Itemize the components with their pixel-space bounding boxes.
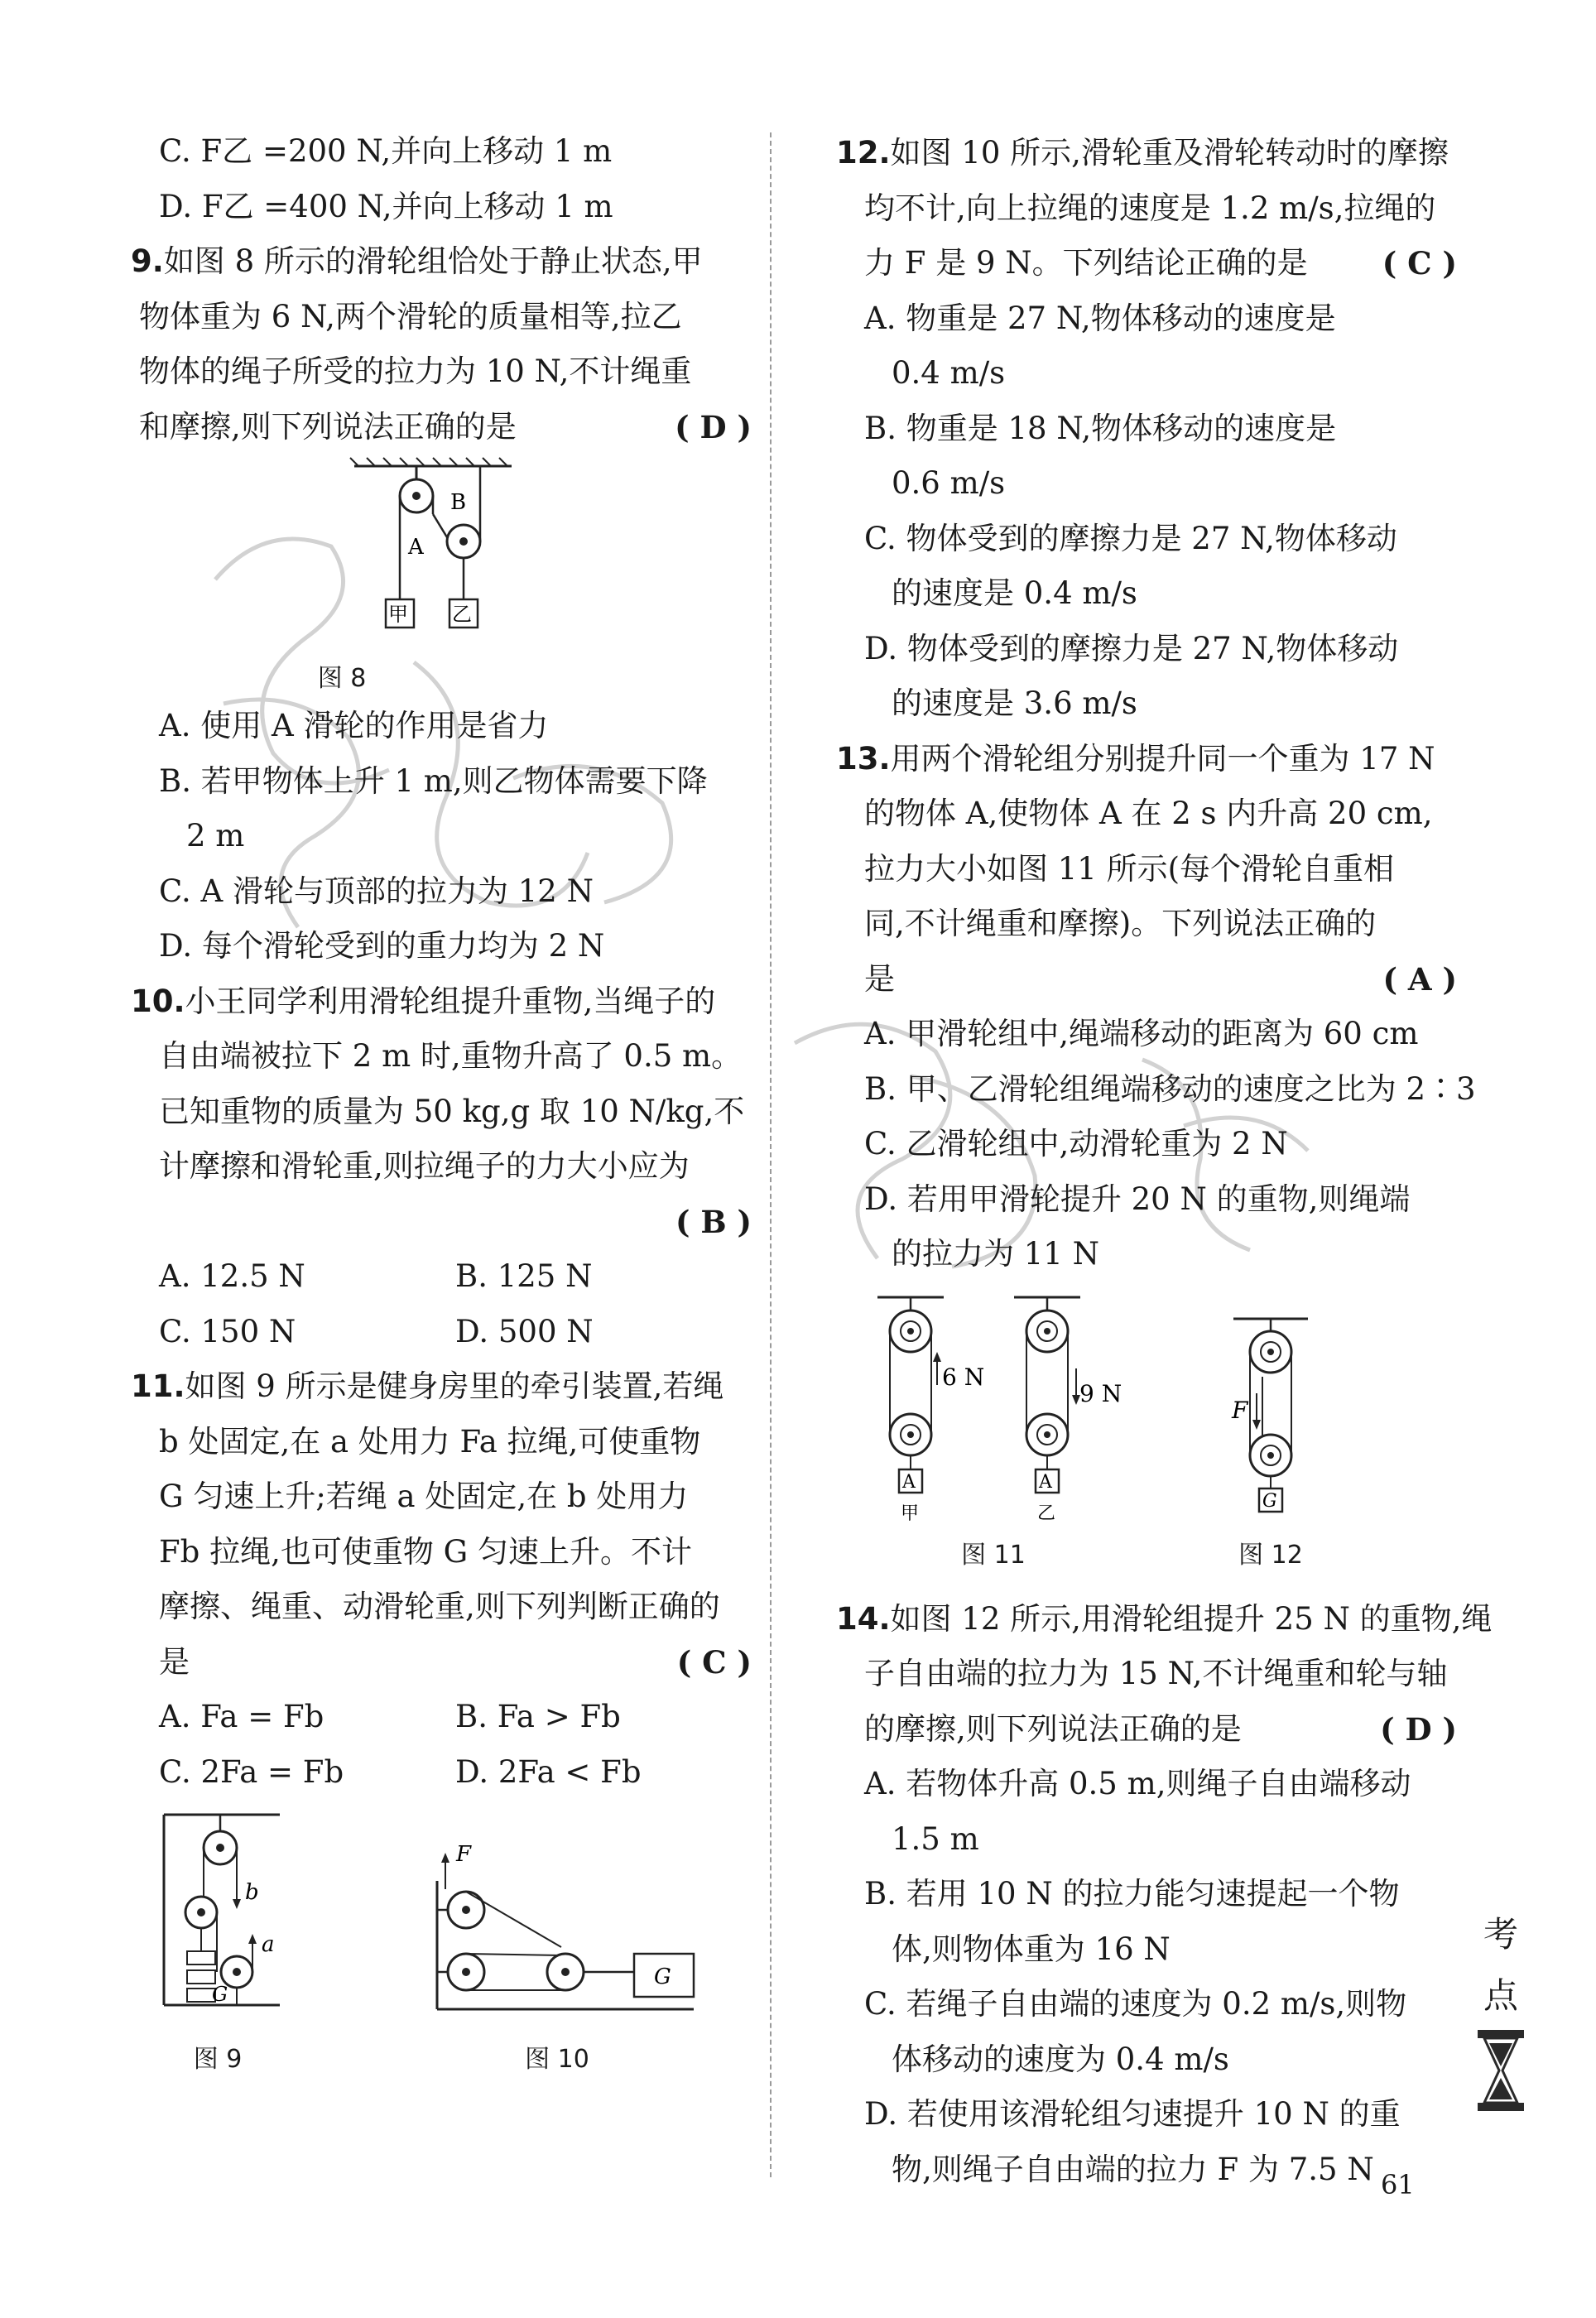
q10-stem-3: 已知重物的质量为 50 kg,g 取 10 N/kg,不	[159, 1093, 745, 1129]
figures-11-12	[844, 1286, 1457, 1592]
page-number: 61	[1381, 2169, 1415, 2200]
q11-stem-1: 如图 9 所示是健身房里的牵引装置,若绳	[185, 1368, 724, 1404]
q13-option-a: A. 甲滑轮组中,绳端移动的距离为 60 cm	[864, 1016, 1419, 1051]
q11-answer: ( C )	[676, 1643, 752, 1681]
q9-stem-2: 物体重为 6 N,两个滑轮的质量相等,拉乙	[139, 298, 682, 334]
q10-stem-4: 计摩擦和滑轮重,则拉绳子的力大小应为	[159, 1148, 690, 1184]
q13-option-d: D. 若用甲滑轮提升 20 N 的重物,则绳端	[864, 1181, 1411, 1217]
q13-stem-1: 用两个滑轮组分别提升同一个重为 17 N	[890, 740, 1435, 777]
q11-option-a: A. Fa = Fb	[159, 1699, 324, 1734]
q12-stem-2: 均不计,向上拉绳的速度是 1.2 m/s,拉绳的	[864, 190, 1436, 226]
q10-answer: ( B )	[675, 1203, 752, 1240]
q13-stem-2: 的物体 A,使物体 A 在 2 s 内升高 20 cm,	[864, 796, 1433, 831]
q11-option-c: C. 2Fa = Fb	[159, 1753, 344, 1790]
q11-stem-6: 是	[159, 1643, 190, 1680]
q9-option-b: B. 若甲物体上升 1 m,则乙物体需要下降	[159, 762, 708, 799]
fig11-label-jia: 甲	[901, 1503, 920, 1524]
q8-option-c: C. F乙 =200 N,并向上移动 1 m	[159, 133, 613, 169]
q13-option-c: C. 乙滑轮组中,动滑轮重为 2 N	[864, 1126, 1288, 1161]
q13-number: 13.	[836, 740, 891, 777]
fig11-label-a2: A	[1039, 1471, 1052, 1493]
q14-option-d: D. 若使用该滑轮组匀速提升 10 N 的重	[864, 2096, 1401, 2132]
q13-option-b: B. 甲、乙滑轮组绳端移动的速度之比为 2∶3	[864, 1070, 1476, 1107]
figure-12-caption: 图 12	[1238, 1540, 1303, 1570]
q12-option-b-cont: 0.6 m/s	[892, 465, 1006, 501]
q14-stem-3: 的摩擦,则下列说法正确的是	[864, 1710, 1242, 1747]
q9-option-a: A. 使用 A 滑轮的作用是省力	[159, 708, 549, 743]
q9-stem-3: 物体的绳子所受的拉力为 10 N,不计绳重	[139, 353, 692, 389]
column-divider	[770, 132, 772, 2177]
q10-option-a: A. 12.5 N	[159, 1258, 305, 1294]
left-column	[131, 124, 752, 2080]
q12-number: 12.	[836, 135, 891, 171]
q12-option-c-cont: 的速度是 0.4 m/s	[892, 575, 1137, 611]
q14-option-c-cont: 体移动的速度为 0.4 m/s	[892, 2041, 1229, 2077]
q13-stem-5: 是	[864, 960, 895, 997]
figure-8-diagram	[139, 454, 752, 653]
fig8-label-b: B	[450, 490, 467, 515]
fig10-label-f: F	[456, 1842, 472, 1867]
sidebar-char-1: 考	[1483, 1914, 1518, 1955]
q12-option-d-cont: 的速度是 3.6 m/s	[892, 685, 1137, 721]
q14-option-a: A. 若物体升高 0.5 m,则绳子自由端移动	[864, 1766, 1411, 1801]
sidebar-char-2: 点	[1483, 1975, 1518, 2016]
q13-option-d-cont: 的拉力为 11 N	[892, 1236, 1099, 1272]
q11-option-b: B. Fa > Fb	[455, 1699, 621, 1734]
q9-option-b-cont: 2 m	[186, 818, 245, 854]
q12-option-a: A. 物重是 27 N,物体移动的速度是	[864, 300, 1336, 336]
q11-stem-3: G 匀速上升;若绳 a 处固定,在 b 处用力	[159, 1479, 689, 1514]
q9-answer: ( D )	[675, 408, 752, 445]
q11-stem-5: 摩擦、绳重、动滑轮重,则下列判断正确的	[159, 1589, 720, 1624]
q11-stem-4: Fb 拉绳,也可使重物 G 匀速上升。不计	[159, 1533, 692, 1570]
figure-8-caption: 图 8	[317, 664, 367, 693]
fig11-label-yi: 乙	[1037, 1503, 1056, 1524]
q10-stem-2: 自由端被拉下 2 m 时,重物升高了 0.5 m。	[159, 1038, 743, 1074]
fig8-label-jia: 甲	[388, 603, 408, 626]
q14-option-d-cont: 物,则绳子自由端的拉力 F 为 7.5 N	[892, 2151, 1374, 2187]
fig10-label-g: G	[654, 1965, 671, 1989]
q14-option-a-cont: 1.5 m	[892, 1820, 979, 1857]
figure-10-caption: 图 10	[525, 2045, 589, 2074]
q8-option-d: D. F乙 =400 N,并向上移动 1 m	[159, 188, 613, 224]
q9-stem-1: 如图 8 所示的滑轮组恰处于静止状态,甲	[163, 243, 703, 279]
fig9-label-b: b	[245, 1880, 259, 1905]
q14-stem-2: 子自由端的拉力为 15 N,不计绳重和轮与轴	[864, 1656, 1448, 1691]
fig8-label-a: A	[408, 535, 424, 560]
q14-number: 14.	[836, 1600, 891, 1637]
q14-stem-1: 如图 12 所示,用滑轮组提升 25 N 的重物,绳	[890, 1600, 1493, 1637]
fig11-label-9n: 9 N	[1079, 1379, 1122, 1407]
figure-11-caption: 图 11	[961, 1540, 1026, 1570]
q14-option-c: C. 若绳子自由端的速度为 0.2 m/s,则物	[864, 1986, 1407, 2022]
q13-stem-4: 同,不计绳重和摩擦)。下列说法正确的	[864, 906, 1377, 941]
fig9-label-g: G	[212, 1983, 228, 2006]
q12-option-a-cont: 0.4 m/s	[892, 355, 1006, 391]
figure-9-caption: 图 9	[193, 2045, 243, 2074]
q12-option-c: C. 物体受到的摩擦力是 27 N,物体移动	[864, 520, 1397, 556]
fig11-label-6n: 6 N	[942, 1363, 985, 1391]
fig8-label-yi: 乙	[452, 603, 472, 626]
q14-option-b: B. 若用 10 N 的拉力能匀速提起一个物	[864, 1876, 1400, 1912]
q12-option-b: B. 物重是 18 N,物体移动的速度是	[864, 410, 1337, 446]
q9-option-d: D. 每个滑轮受到的重力均为 2 N	[159, 928, 605, 964]
q13-answer: ( A )	[1382, 960, 1457, 998]
fig12-label-g: G	[1262, 1490, 1277, 1512]
q14-answer: ( D )	[1380, 1710, 1457, 1748]
q10-option-b: B. 125 N	[455, 1258, 593, 1294]
q9-stem-4: 和摩擦,则下列说法正确的是	[139, 408, 517, 445]
figure-8	[139, 454, 752, 699]
q14-option-b-cont: 体,则物体重为 16 N	[892, 1931, 1171, 1967]
fig11-label-a1: A	[902, 1471, 916, 1493]
q12-stem-1: 如图 10 所示,滑轮重及滑轮转动时的摩擦	[890, 135, 1449, 171]
q11-option-d: D. 2Fa < Fb	[455, 1753, 642, 1790]
section-sidebar	[1472, 1904, 1530, 2121]
q11-stem-2: b 处固定,在 a 处用力 Fa 拉绳,可使重物	[159, 1423, 701, 1460]
q9-number: 9.	[131, 243, 164, 279]
fig9-label-a: a	[262, 1932, 275, 1957]
q12-stem-3: 力 F 是 9 N。下列结论正确的是	[864, 245, 1308, 281]
q10-option-d: D. 500 N	[455, 1313, 594, 1349]
figure-11-12-diagram	[844, 1286, 1457, 1559]
fig12-label-f: F	[1232, 1396, 1248, 1424]
figure-9-diagram	[139, 1806, 752, 2038]
q13-stem-3: 拉力大小如图 11 所示(每个滑轮自重相	[864, 850, 1395, 887]
q12-option-d: D. 物体受到的摩擦力是 27 N,物体移动	[864, 630, 1399, 666]
figures-9-10	[139, 1806, 752, 2080]
q9-option-c: C. A 滑轮与顶部的拉力为 12 N	[159, 873, 594, 909]
hourglass-icon	[1476, 2027, 1526, 2118]
q11-number: 11.	[131, 1368, 185, 1404]
right-column	[836, 126, 1493, 2197]
q10-number: 10.	[131, 983, 185, 1019]
q12-answer: ( C )	[1382, 245, 1457, 281]
q10-option-c: C. 150 N	[159, 1313, 296, 1349]
q10-stem-1: 小王同学利用滑轮组提升重物,当绳子的	[185, 983, 716, 1019]
